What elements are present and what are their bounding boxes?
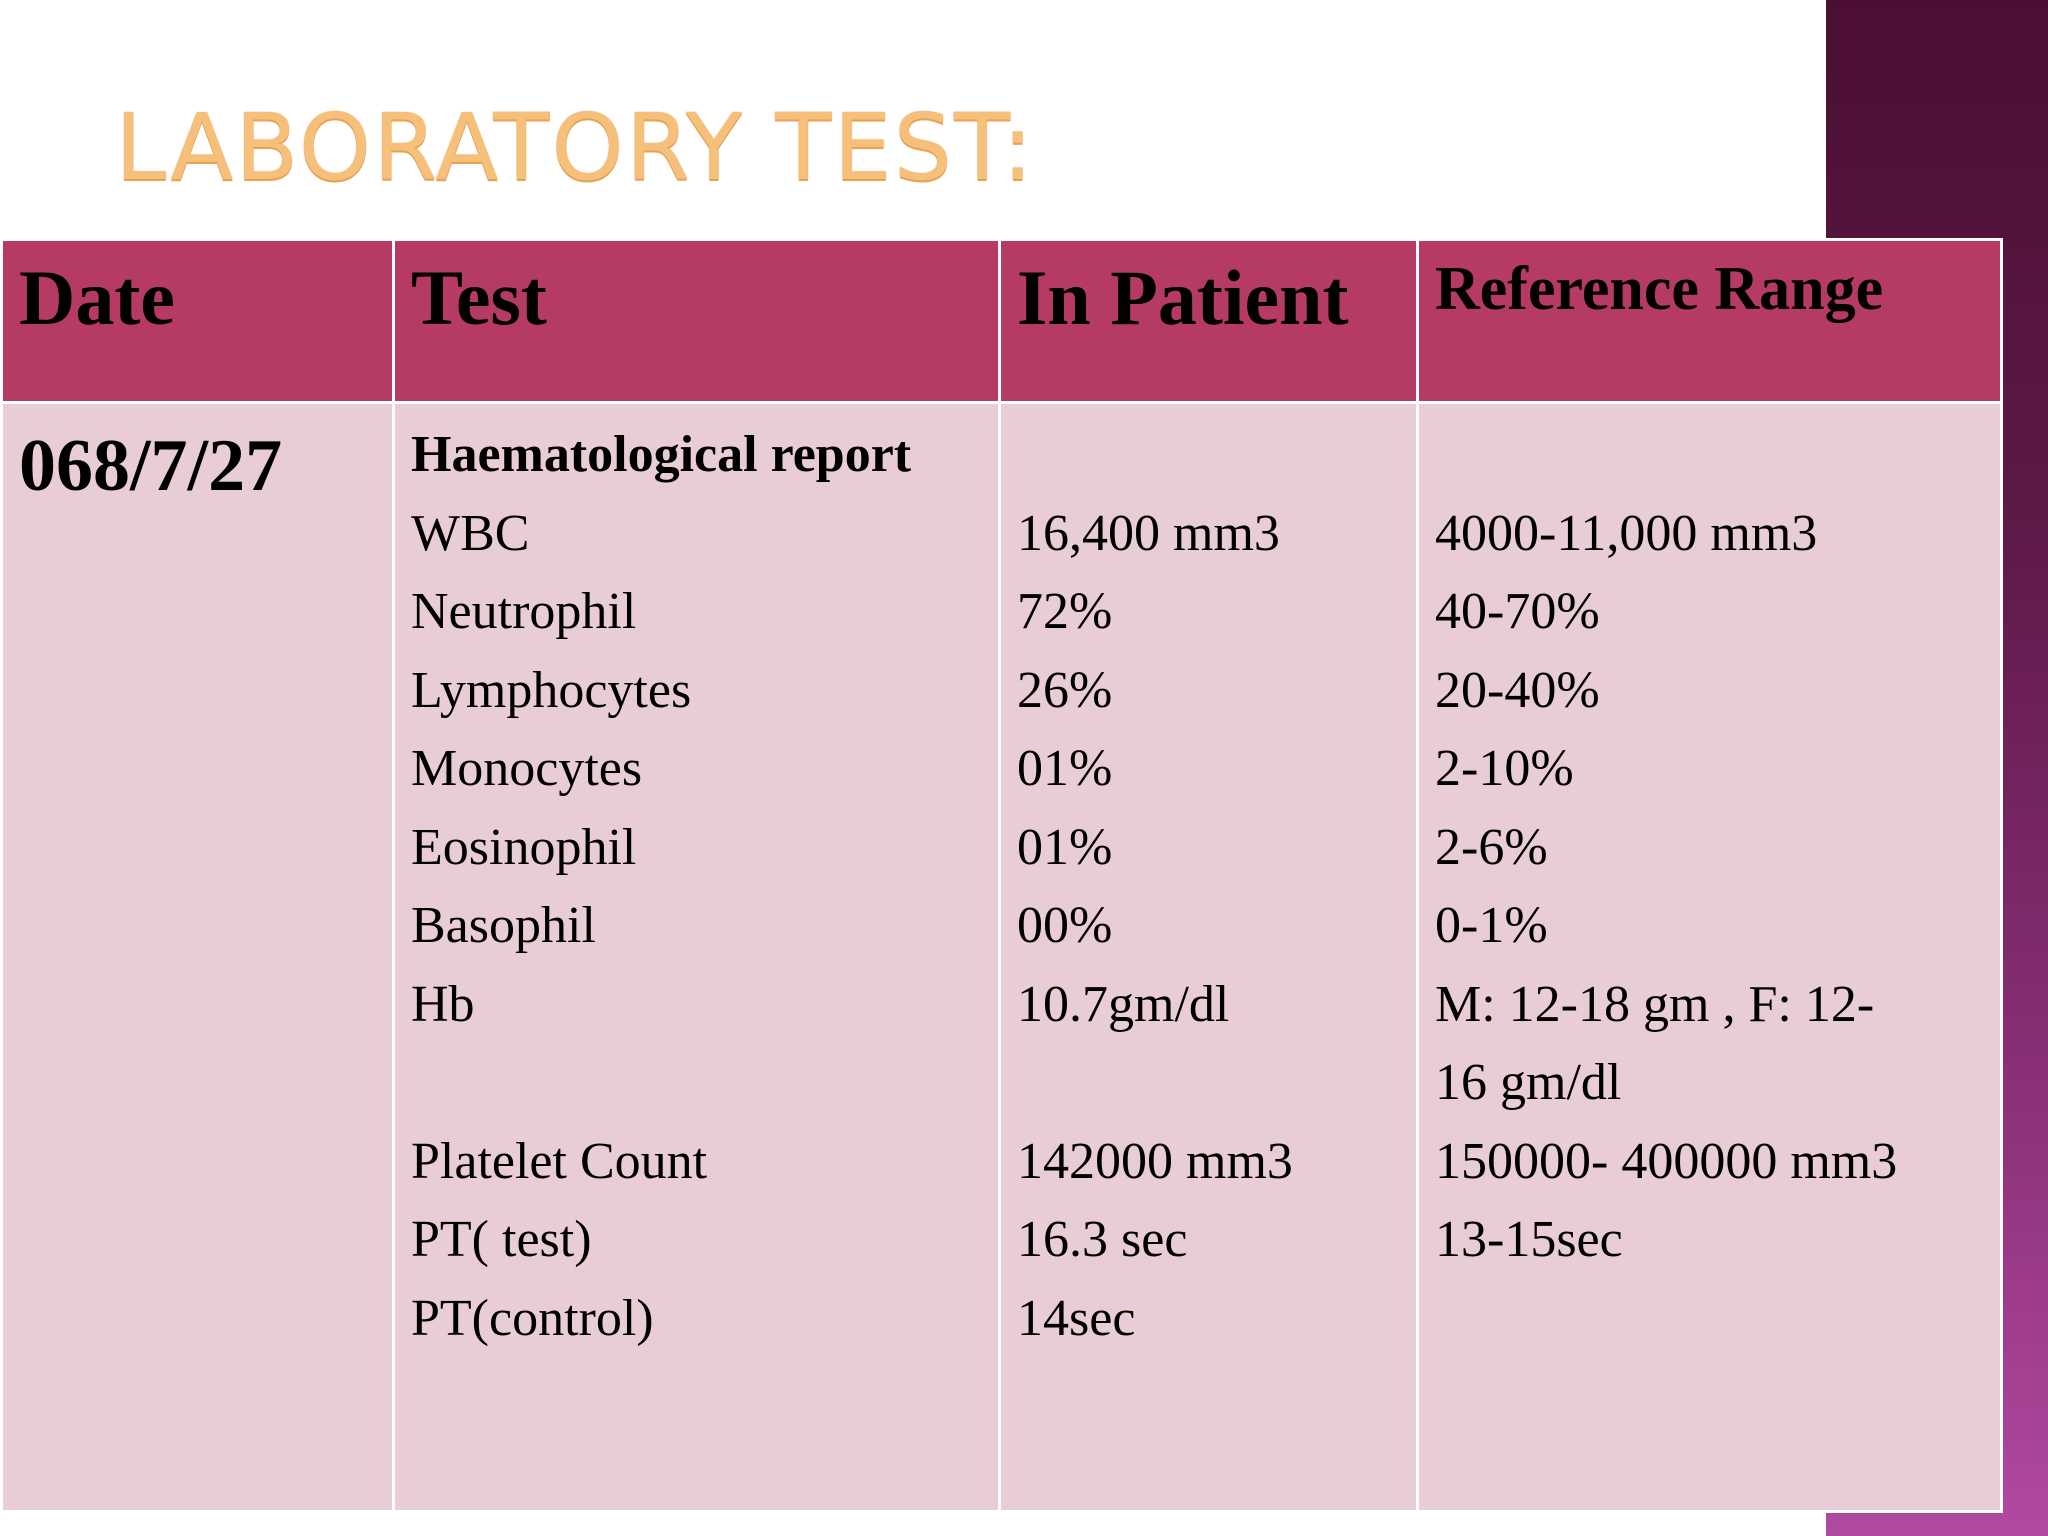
test-name: Hb xyxy=(411,975,475,1033)
patient-value: 16.3 sec xyxy=(1017,1211,1188,1268)
report-date: 068/7/27 xyxy=(19,425,283,507)
reference-value: 20-40% xyxy=(1435,661,1600,719)
spacer xyxy=(1435,416,1984,495)
test-name: Eosinophil xyxy=(411,818,637,876)
slide-title: LABORATORY TEST: xyxy=(115,94,1036,201)
reference-value-continued: 16 gm/dl xyxy=(1435,1054,1622,1111)
test-name: PT(control) xyxy=(411,1289,654,1347)
patient-value: 16,400 mm3 xyxy=(1017,504,1280,562)
reference-value: 40-70% xyxy=(1435,583,1600,640)
patient-value: 14sec xyxy=(1017,1289,1136,1347)
reference-value: 4000-11,000 mm3 xyxy=(1435,504,1818,562)
table-header-row xyxy=(2,240,2002,403)
section-heading: Haematological report xyxy=(411,426,912,483)
reference-value: 2-10% xyxy=(1435,740,1574,797)
spacer xyxy=(1017,416,1400,495)
in-patient-cell xyxy=(1000,403,1418,1512)
test-name: Monocytes xyxy=(411,740,643,797)
test-name: Basophil xyxy=(411,897,596,954)
test-name: PT( test) xyxy=(411,1211,592,1268)
header-test: Test xyxy=(394,240,1000,403)
reference-value: 0-1% xyxy=(1435,897,1548,954)
spacer xyxy=(1017,1044,1400,1123)
reference-value: M: 12-18 gm , F: 12- xyxy=(1435,975,1875,1033)
patient-value: 72% xyxy=(1017,583,1113,640)
test-name: Platelet Count xyxy=(411,1132,708,1190)
reference-value xyxy=(1435,1280,1984,1359)
test-name: Neutrophil xyxy=(411,583,637,640)
patient-value: 10.7gm/dl xyxy=(1017,975,1230,1033)
reference-cell xyxy=(1418,403,2002,1512)
test-cell xyxy=(394,403,1000,1512)
patient-value: 00% xyxy=(1017,897,1113,954)
test-name: Lymphocytes xyxy=(411,661,692,719)
date-cell xyxy=(2,403,394,1512)
reference-value: 2-6% xyxy=(1435,818,1548,876)
patient-value: 01% xyxy=(1017,818,1113,876)
patient-value: 26% xyxy=(1017,661,1113,719)
reference-value: 150000- 400000 mm3 xyxy=(1435,1132,1898,1190)
table-row xyxy=(2,403,2002,1512)
patient-value: 142000 mm3 xyxy=(1017,1132,1293,1190)
patient-value: 01% xyxy=(1017,740,1113,797)
header-reference-range: Reference Range xyxy=(1418,240,2002,403)
test-name: WBC xyxy=(411,504,530,562)
header-in-patient: In Patient xyxy=(1000,240,1418,403)
spacer xyxy=(411,1044,982,1123)
reference-value: 13-15sec xyxy=(1435,1211,1623,1268)
header-date: Date xyxy=(2,240,394,403)
lab-results-table xyxy=(0,238,2003,1513)
